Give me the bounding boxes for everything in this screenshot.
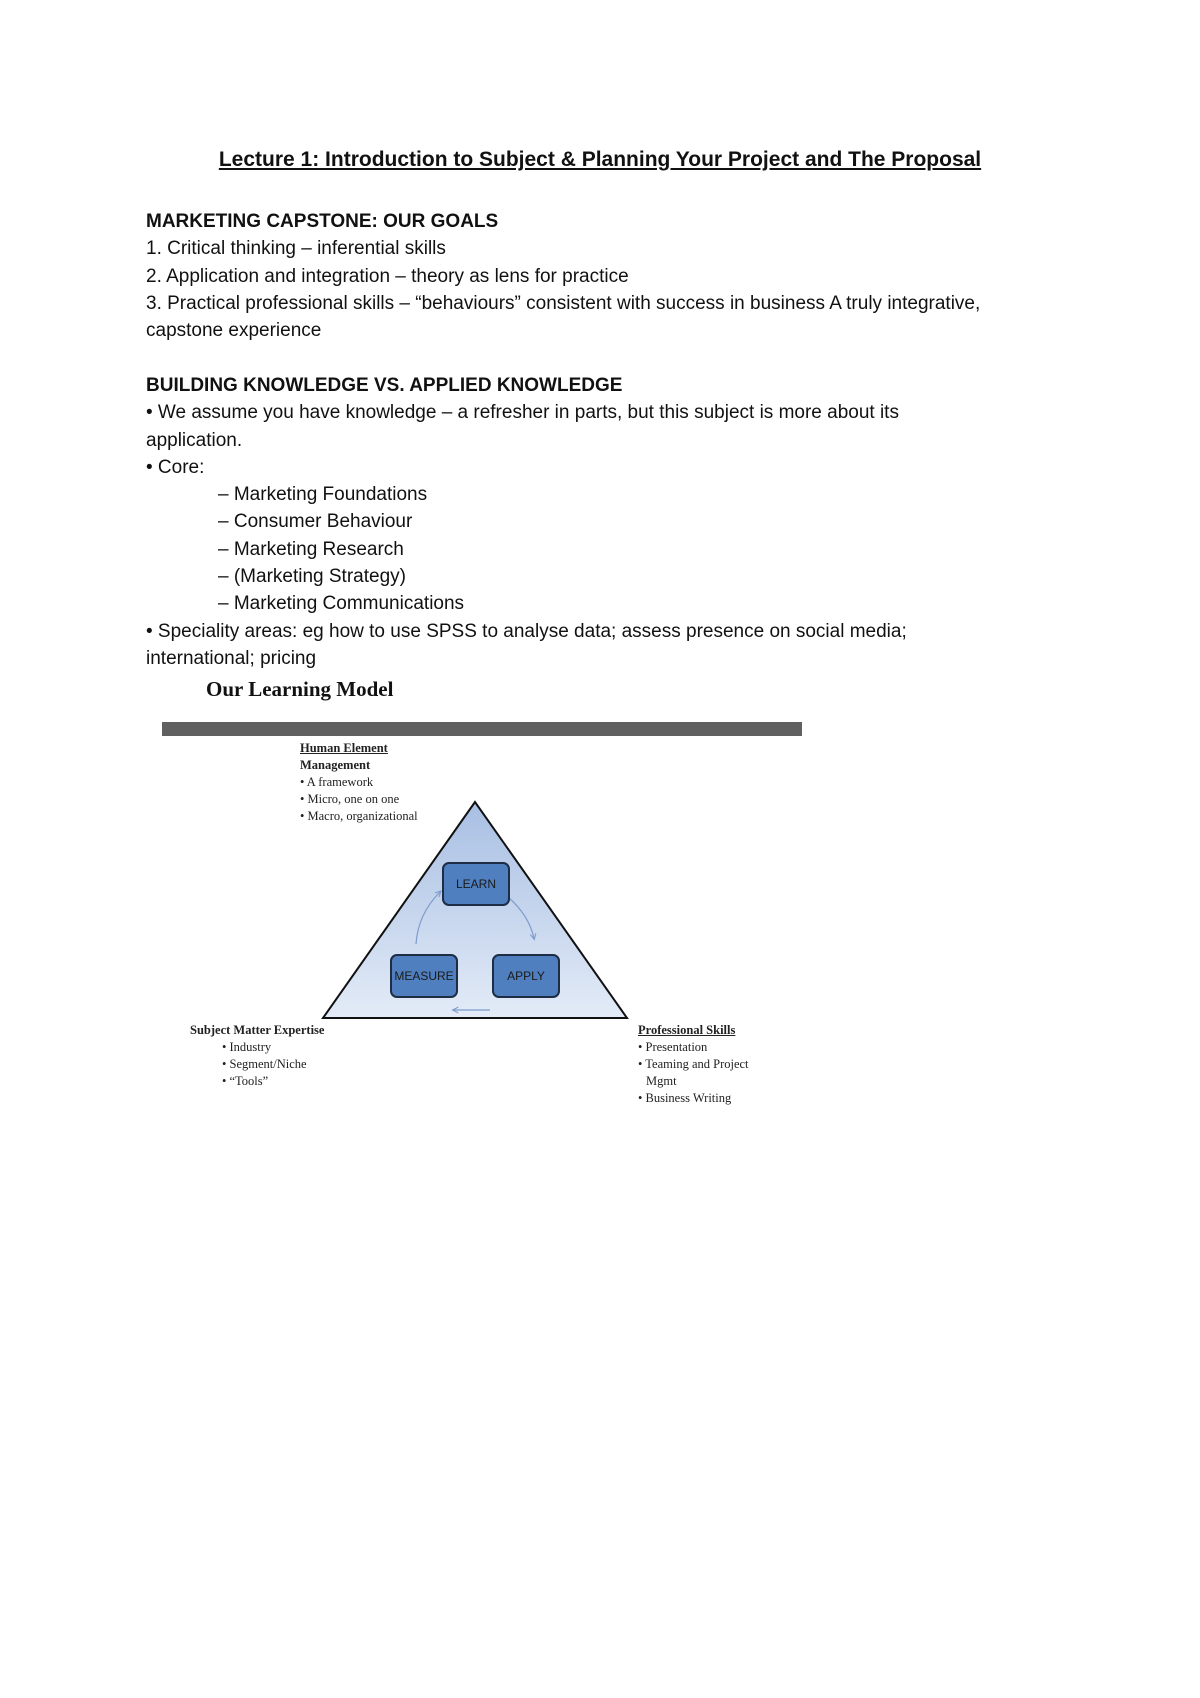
- core-item: – Marketing Research: [218, 538, 404, 560]
- subject-matter-item: • “Tools”: [222, 1074, 269, 1088]
- professional-skills-heading: Professional Skills: [638, 1023, 736, 1037]
- human-element-heading-2: Management: [300, 758, 371, 772]
- goals-section: [146, 208, 1066, 344]
- knowledge-section: [146, 372, 1066, 672]
- human-element-heading: Human Element: [300, 741, 388, 755]
- document-title: Lecture 1: Introduction to Subject & Planning Your Project and The Proposal: [218, 148, 982, 171]
- human-element-item: • Micro, one on one: [300, 792, 400, 806]
- human-element-item: • A framework: [300, 775, 374, 789]
- goal-item: capstone experience: [146, 320, 322, 342]
- learning-model-figure: [150, 676, 810, 1116]
- goal-item: 2. Application and integration – theory as lens for practice: [146, 265, 629, 287]
- core-item: – Marketing Communications: [218, 593, 465, 615]
- knowledge-bullet: • We assume you have knowledge – a refresher in parts, but this subject is more about its: [146, 402, 899, 424]
- learn-node: LEARN: [442, 862, 510, 906]
- goal-item: 1. Critical thinking – inferential skills: [146, 238, 446, 260]
- speciality-bullet: • Speciality areas: eg how to use SPSS to analyse data; assess presence on social media;: [146, 620, 907, 642]
- subject-matter-heading: Subject Matter Expertise: [190, 1023, 325, 1037]
- goal-item: 3. Practical professional skills – “behaviours” consistent with success in business A truly integrative,: [146, 292, 981, 314]
- core-item: – Marketing Foundations: [218, 484, 428, 506]
- professional-skills-item: • Business Writing: [638, 1091, 732, 1105]
- professional-skills-item-continued: Mgmt: [646, 1074, 677, 1088]
- knowledge-heading: BUILDING KNOWLEDGE VS. APPLIED KNOWLEDGE: [146, 375, 623, 396]
- measure-node: MEASURE: [390, 954, 458, 998]
- knowledge-bullet-continued: application.: [146, 429, 243, 451]
- speciality-bullet-continued: international; pricing: [146, 647, 317, 669]
- goals-heading: MARKETING CAPSTONE: OUR GOALS: [146, 211, 499, 232]
- subject-matter-item: • Industry: [222, 1040, 272, 1054]
- figure-title: Our Learning Model: [206, 677, 394, 701]
- professional-skills-item: • Teaming and Project: [638, 1057, 749, 1071]
- human-element-item: • Macro, organizational: [300, 809, 418, 823]
- triangle-shape: [323, 802, 627, 1018]
- core-item: – (Marketing Strategy): [218, 566, 406, 588]
- core-item: – Consumer Behaviour: [218, 511, 413, 533]
- core-label: • Core:: [146, 456, 205, 478]
- human-element-label: [300, 740, 418, 825]
- professional-skills-label: [638, 1022, 749, 1107]
- apply-node: APPLY: [492, 954, 560, 998]
- professional-skills-item: • Presentation: [638, 1040, 708, 1054]
- subject-matter-item: • Segment/Niche: [222, 1057, 307, 1071]
- subject-matter-label: [190, 1022, 324, 1090]
